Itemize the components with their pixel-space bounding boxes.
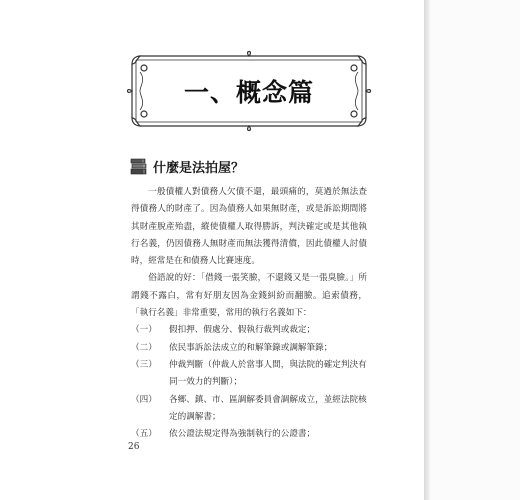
list-item-number: （四） [131,394,157,405]
execution-title-list [131,322,367,443]
list-item-text: 假扣押、假處分、假執行裁判或裁定； [169,325,316,336]
list-item-text: 依民事訴訟法成立的和解筆錄或調解筆錄； [169,342,333,353]
list-item [131,357,367,392]
paragraph-1: 一般債權人對債務人欠債不還，最頭痛的，莫過於無法查得債務人的財產了。因為債務人如果無財產，或是訴訟期間將其財產脫產殆盡，縱使債權人取得勝訴，判決確定或是其他執行名義，仍因債務人無財產而無法獲得清償，因此債權人討債時，經常是在和債務人比賽速度。 [131,187,367,267]
page-number: 26 [128,442,140,452]
list-item-text: 依公證法規定得為強制執行的公證書； [169,429,316,440]
list-item [131,426,367,443]
list-item-number: （五） [131,429,157,440]
chapter-title: 一、概念篇 [183,78,314,107]
list-item [131,392,367,427]
list-item [131,340,367,357]
list-item [131,322,367,339]
chapter-title-frame [126,50,372,132]
body-text [131,184,367,443]
book-stack-icon [130,158,148,175]
section-heading-text: 什麼是法拍屋？ [153,160,245,176]
list-item-text: 仲裁判斷（仲裁人於當事人間，與法院的確定判決有同一效力的判斷）； [169,359,367,388]
list-item-number: （二） [131,342,157,353]
list-item-number: （一） [131,325,157,336]
list-item-number: （三） [131,359,157,370]
facing-page-edge [430,0,520,500]
list-item-text: 各鄉、鎮、市、區調解委員會調解成立，並經法院核定的調解書； [169,394,367,422]
section-heading [130,156,244,176]
spine-shadow [424,0,430,500]
paragraph-2: 俗語說的好：「借錢一張笑臉，不還錢又是一張臭臉。」所謂錢不露白，常有好朋友因為金錢糾紛而翻臉。追索債務，「執行名義」非常重要，常用的執行名義如下： [131,273,367,319]
